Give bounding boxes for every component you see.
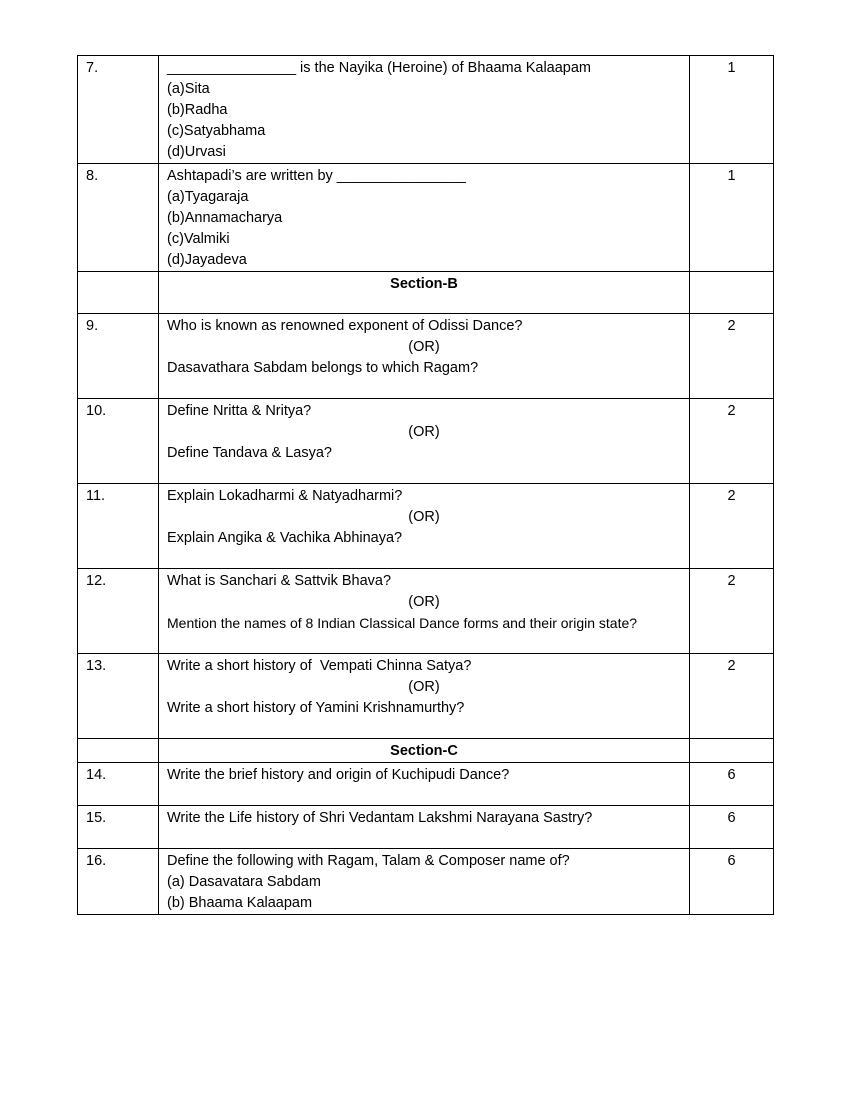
question-number: 11.	[78, 484, 159, 569]
question-stem: Ashtapadi’s are written by ________________	[167, 168, 466, 184]
question-row-12	[78, 569, 774, 654]
question-row-15	[78, 806, 774, 849]
question-option-1: Define Nritta & Nritya?	[167, 403, 312, 419]
question-number: 10.	[78, 399, 159, 484]
or-separator: (OR)	[408, 594, 440, 610]
section-title: Section-B	[159, 272, 690, 314]
question-number: 8.	[78, 164, 159, 272]
question-text	[159, 763, 690, 806]
question-number: 16.	[78, 849, 159, 915]
question-option-1: What is Sanchari & Sattvik Bhava?	[167, 573, 392, 589]
option-a: (a)Sita	[167, 81, 210, 97]
option-a: (a) Dasavatara Sabdam	[167, 874, 321, 890]
question-option-2: Define Tandava & Lasya?	[167, 445, 332, 461]
section-title: Section-C	[159, 739, 690, 763]
question-text	[159, 399, 690, 484]
question-option-2: Dasavathara Sabdam belongs to which Ragam?	[167, 360, 479, 376]
question-text	[159, 569, 690, 654]
question-row-11	[78, 484, 774, 569]
question-marks: 2	[690, 399, 774, 484]
question-marks: 2	[690, 654, 774, 739]
question-option-2: Explain Angika & Vachika Abhinaya?	[167, 530, 403, 546]
option-d: (d)Jayadeva	[167, 252, 247, 268]
question-number: 13.	[78, 654, 159, 739]
option-d: (d)Urvasi	[167, 144, 226, 160]
question-marks: 2	[690, 569, 774, 654]
or-separator: (OR)	[408, 339, 440, 355]
question-option-1: Write the brief history and origin of Kuchipudi Dance?	[167, 767, 510, 783]
option-c: (c)Satyabhama	[167, 123, 266, 139]
question-number: 12.	[78, 569, 159, 654]
option-a: (a)Tyagaraja	[167, 189, 249, 205]
question-text	[159, 56, 690, 164]
question-option-1: Explain Lokadharmi & Natyadharmi?	[167, 488, 403, 504]
question-text	[159, 484, 690, 569]
question-row-7	[78, 56, 774, 164]
question-row-13	[78, 654, 774, 739]
question-stem: ________________ is the Nayika (Heroine) of Bhaama Kalaapam	[167, 60, 592, 76]
question-text	[159, 314, 690, 399]
question-option-1: Define the following with Ragam, Talam & Composer name of?	[167, 853, 570, 869]
section-header-b	[78, 272, 774, 314]
question-option-2: Write a short history of Yamini Krishnamurthy?	[167, 700, 465, 716]
question-marks: 6	[690, 806, 774, 849]
question-option-1: Write a short history of Vempati Chinna Satya?	[167, 658, 472, 674]
question-paper-table	[77, 55, 774, 915]
question-row-8	[78, 164, 774, 272]
question-number: 7.	[78, 56, 159, 164]
question-option-1: Who is known as renowned exponent of Odissi Dance?	[167, 318, 523, 334]
or-separator: (OR)	[408, 509, 440, 525]
or-separator: (OR)	[408, 679, 440, 695]
question-marks: 1	[690, 164, 774, 272]
option-b: (b)Radha	[167, 102, 228, 118]
question-marks: 1	[690, 56, 774, 164]
question-marks: 2	[690, 314, 774, 399]
option-c: (c)Valmiki	[167, 231, 230, 247]
question-row-9	[78, 314, 774, 399]
question-option-1: Write the Life history of Shri Vedantam Lakshmi Narayana Sastry?	[167, 810, 593, 826]
question-number: 9.	[78, 314, 159, 399]
question-marks: 6	[690, 763, 774, 806]
section-header-c	[78, 739, 774, 763]
question-row-10	[78, 399, 774, 484]
option-b: (b)Annamacharya	[167, 210, 283, 226]
question-option-2: Mention the names of 8 Indian Classical Dance forms and their origin state?	[167, 615, 638, 631]
question-marks: 2	[690, 484, 774, 569]
question-row-14	[78, 763, 774, 806]
question-number: 14.	[78, 763, 159, 806]
option-b: (b) Bhaama Kalaapam	[167, 895, 313, 911]
question-number: 15.	[78, 806, 159, 849]
question-text	[159, 806, 690, 849]
question-text	[159, 164, 690, 272]
question-row-16	[78, 849, 774, 915]
or-separator: (OR)	[408, 424, 440, 440]
question-text	[159, 849, 690, 915]
question-marks: 6	[690, 849, 774, 915]
question-text	[159, 654, 690, 739]
